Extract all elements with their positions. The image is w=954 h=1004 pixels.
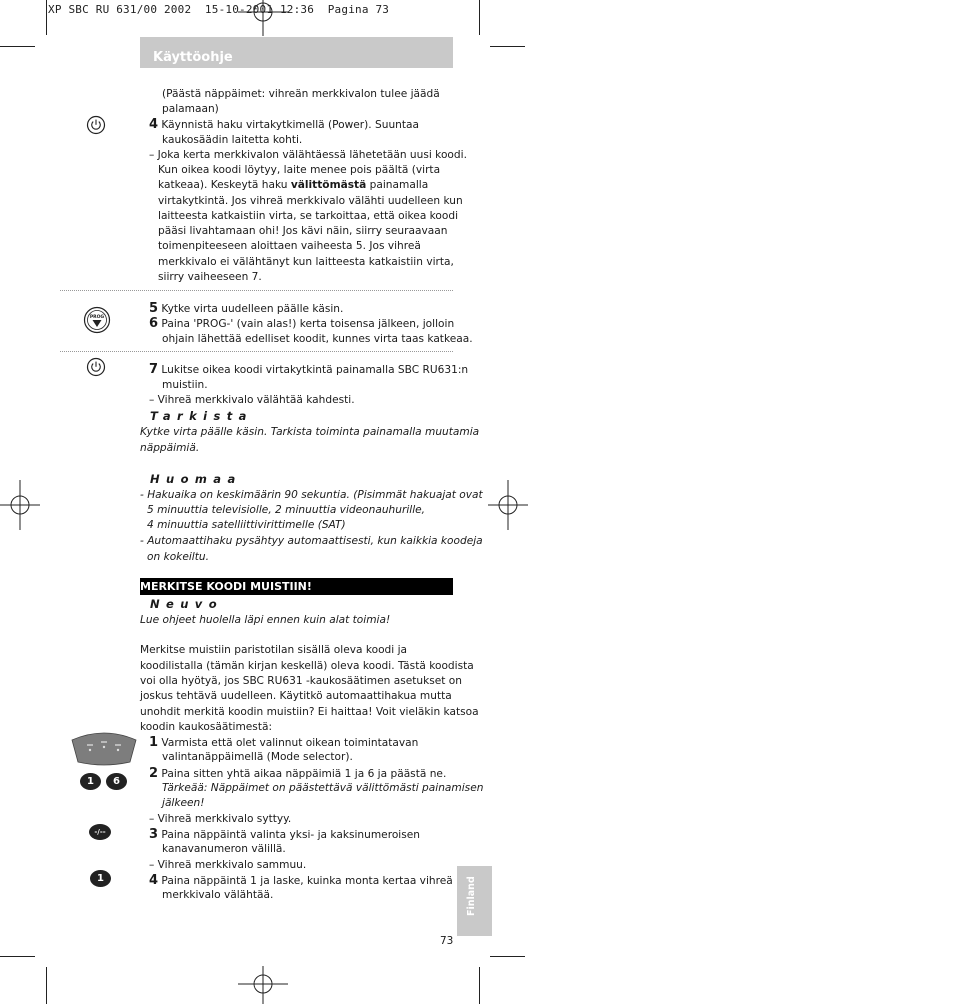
step-7 <box>149 362 468 378</box>
text-line: 4 minuuttia satelliittivirittimelle (SAT) <box>147 519 346 531</box>
neuvo-heading: Neuvo <box>150 597 224 611</box>
page-number: 73 <box>440 935 454 947</box>
step-number: 2 <box>149 766 159 781</box>
divider <box>60 290 453 291</box>
mode-selector-icon <box>68 730 140 766</box>
registration-mark-left <box>0 480 40 530</box>
text-line: näppäimiä. <box>140 442 200 454</box>
step-2 <box>149 766 446 782</box>
step-4 <box>149 117 419 133</box>
step-number: 4 <box>149 117 159 132</box>
text-line: merkkivalo ei välähtänyt kun laitteesta katkaistiin virta, <box>158 256 454 268</box>
crop-mark <box>479 967 480 1004</box>
text-span: painamalla <box>366 179 429 191</box>
text-line: ohjain lähettää edelliset koodit, kunnes virta taas katkeaa. <box>162 333 473 345</box>
key-1-icon: 1 <box>80 773 101 790</box>
step-text: Kytke virta uudelleen päälle käsin. <box>161 303 344 315</box>
tarkista-heading: Tarkista <box>150 409 253 423</box>
side-tab-label: Finland <box>466 876 477 916</box>
power-button-icon <box>86 115 106 135</box>
text-line: Lue ohjeet huolella läpi ennen kuin alat toimia! <box>140 614 391 626</box>
divider <box>60 351 453 352</box>
text-line: (Päästä näppäimet: vihreän merkkivalon tulee jäädä <box>162 88 440 100</box>
key-6-icon: 6 <box>106 773 127 790</box>
text-line: Kytke virta päälle käsin. Tarkista toiminta painamalla muutamia <box>140 426 480 438</box>
text-line: - Hakuaika on keskimäärin 90 sekuntia. (Pisimmät hakuajat ovat <box>140 489 483 501</box>
text-line: merkkivalo välähtää. <box>162 889 274 901</box>
crop-mark <box>490 956 525 957</box>
text-line: virtakytkintä. Jos vihreä merkkivalo välähti uudelleen kun <box>158 195 463 207</box>
text-line: koodin kaukosäätimestä: <box>140 721 273 733</box>
print-header: XP SBC RU 631/00 2002 15-10-2001 12:36 Pagina 73 <box>48 3 390 16</box>
text-line: on kokeiltu. <box>147 551 209 563</box>
text-line: – Vihreä merkkivalo välähtää kahdesti. <box>149 394 355 406</box>
text-line: muistiin. <box>162 379 208 391</box>
text-line: palamaan) <box>162 103 219 115</box>
text-line: 5 minuuttia televisiolle, 2 minuuttia videonauhurille, <box>147 504 426 516</box>
text-line: Tärkeää: Näppäimet on päästettävä välittömästi painamisen <box>162 782 484 794</box>
step-text: Paina näppäintä 1 ja laske, kuinka monta kertaa vihreä <box>161 875 453 887</box>
text-line: kanavanumeron välillä. <box>162 843 286 855</box>
crop-mark <box>0 46 35 47</box>
crop-mark <box>490 46 525 47</box>
step-number: 3 <box>149 827 159 842</box>
step-1 <box>149 735 418 751</box>
text-line: Merkitse muistiin paristotilan sisällä oleva koodi ja <box>140 644 408 656</box>
text-line: pääsi livahtamaan ohi! Jos kävi näin, siirry seuraavaan <box>158 225 448 237</box>
text-line: – Joka kerta merkkivalon välähtäessä lähetetään uusi koodi. <box>149 149 467 161</box>
text-line: - Automaattihaku pysähtyy automaattisesti, kun kaikkia koodeja <box>140 535 483 547</box>
step-number: 5 <box>149 301 159 316</box>
text-line: koodilistalla (tämän kirjan keskellä) oleva koodi. Tästä koodista <box>140 660 474 672</box>
step-3 <box>149 827 420 843</box>
text-line: laitteesta katkaistiin virta, se tarkoittaa, että oikea koodi <box>158 210 459 222</box>
step-text: Varmista että olet valinnut oikean toimintatavan <box>161 737 419 749</box>
text-line: – Vihreä merkkivalo syttyy. <box>149 813 292 825</box>
step-number: 1 <box>149 735 159 750</box>
step-4b <box>149 873 453 889</box>
power-button-icon <box>86 357 106 377</box>
huomaa-heading: Huomaa <box>150 472 242 486</box>
step-text: Lukitse oikea koodi virtakytkintä painamalla SBC RU631:n <box>161 364 469 376</box>
step-6 <box>149 316 454 332</box>
text-line: unohdit merkitä koodin muistiin? Ei haittaa! Voit vieläkin katsoa <box>140 706 479 718</box>
prog-down-button-icon <box>83 306 111 334</box>
text-line <box>158 178 428 193</box>
text-line: – Vihreä merkkivalo sammuu. <box>149 859 307 871</box>
step-text: Paina 'PROG-' (vain alas!) kerta toisensa jälkeen, jolloin <box>161 318 455 330</box>
text-line: voi olla hyötyä, jos SBC RU631 -kaukosäätimen asetukset on <box>140 675 463 687</box>
page-title: Käyttöohje <box>153 50 233 65</box>
step-number: 4 <box>149 873 159 888</box>
text-line: toimenpiteeseen aloittaen vaiheesta 5. Jos vihreä <box>158 240 421 252</box>
text-line: jälkeen! <box>162 797 205 809</box>
emphasis: välittömästä <box>290 179 367 191</box>
step-5 <box>149 301 343 317</box>
text-span: katkeaa). Keskeytä haku <box>158 179 291 191</box>
crop-mark <box>46 0 47 35</box>
prog-label: PROG <box>89 315 105 320</box>
text-line: siirry vaiheeseen 7. <box>158 271 262 283</box>
section-heading: MERKITSE KOODI MUISTIIN! <box>140 578 453 595</box>
registration-mark-right <box>488 480 528 530</box>
text-line: joskus tehtävä uudelleen. Käytitkö automaattihakua mutta <box>140 690 452 702</box>
step-text: Paina sitten yhtä aikaa näppäimiä 1 ja 6 ja päästä ne. <box>161 768 447 780</box>
step-number: 6 <box>149 316 159 331</box>
registration-mark-bottom <box>238 966 288 1004</box>
step-text: Käynnistä haku virtakytkimellä (Power). Suuntaa <box>161 119 420 131</box>
crop-mark <box>46 967 47 1004</box>
text-line: kaukosäädin laitetta kohti. <box>162 134 303 146</box>
side-tab <box>457 866 492 936</box>
step-number: 7 <box>149 362 159 377</box>
step-text: Paina näppäintä valinta yksi- ja kaksinumeroisen <box>161 829 420 841</box>
text-line: Kun oikea koodi löytyy, laite menee pois päältä (virta <box>158 164 441 176</box>
text-line: valintanäppäimellä (Mode selector). <box>162 751 353 763</box>
crop-mark <box>479 0 480 35</box>
crop-mark <box>0 956 35 957</box>
key-1-icon: 1 <box>90 870 111 887</box>
registration-mark-top <box>238 0 288 36</box>
key-digit-toggle-icon: -/-- <box>89 824 111 840</box>
